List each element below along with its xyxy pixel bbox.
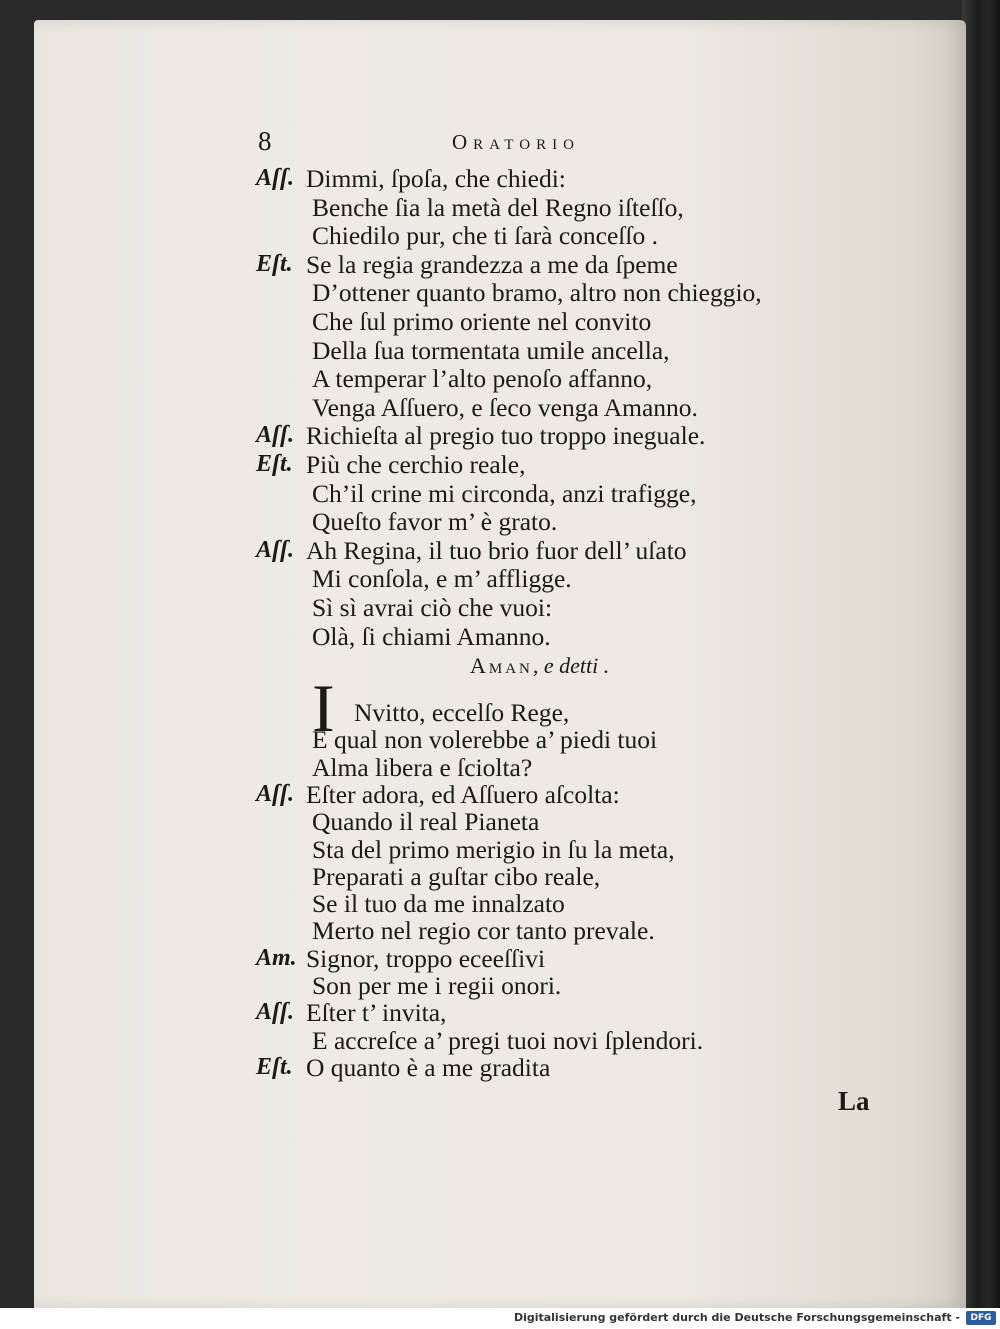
verse-line: Mi conſola, e m’ affligge. <box>312 564 572 594</box>
scene-rest: , e detti . <box>532 653 610 678</box>
verse-line: O quanto è a me gradita <box>306 1052 551 1082</box>
verse-line: Eſter adora, ed Aſſuero aſcolta: <box>306 779 620 809</box>
verse-line: Richieſta al pregio tuo troppo ineguale. <box>306 421 706 451</box>
verse-line: Nvitto, eccelſo Rege, <box>354 698 570 727</box>
speaker-label: Aſſ. <box>256 422 294 449</box>
book-spine <box>962 0 1000 1308</box>
verse-line: Merto nel regio cor tanto prevale. <box>312 916 655 946</box>
verse-line: Son per me i regii onori. <box>312 971 562 1000</box>
funding-credit: Digitalisierung gefördert durch die Deutsche Forschungsgemeinschaft - <box>513 1311 960 1324</box>
verse-line: Signor, troppo eceeſſivi <box>306 943 546 973</box>
speaker-label: Aſſ. <box>256 165 294 191</box>
verse-line: Alma libera e ſciolta? <box>312 752 533 782</box>
verse-line: Preparati a guſtar cibo reale, <box>312 861 601 891</box>
page-number: 8 <box>258 126 272 156</box>
verse-line: Eſter t’ invita, <box>306 998 447 1028</box>
speaker-label: Aſſ. <box>256 999 294 1026</box>
speaker-label: Eſt. <box>256 451 293 477</box>
dfg-logo-icon: DFG <box>966 1311 996 1325</box>
verse-line: Se la regia grandezza a me da ſpeme <box>306 249 678 279</box>
verse-line: Olà, ſi chiami Amanno. <box>312 621 551 651</box>
verse-line: Della ſua tormentata umile ancella, <box>312 335 670 365</box>
speaker-label: Aſſ. <box>256 536 294 563</box>
verse-line: Che ſul primo oriente nel convito <box>312 307 652 336</box>
book-page <box>34 20 966 1308</box>
running-head: Oratorio <box>452 130 580 154</box>
verse-line: Dimmi, ſpoſa, che chiedi: <box>306 164 566 193</box>
speaker-label: Eſt. <box>256 250 293 277</box>
catchword: La <box>838 1086 870 1116</box>
verse-line: Sta del primo merigio in ſu la meta, <box>312 834 675 864</box>
verse-line: Ah Regina, il tuo brio fuor dell’ uſato <box>306 535 687 565</box>
footer-bar <box>0 1308 1000 1329</box>
speaker-label: Am. <box>256 944 297 971</box>
verse-line: Venga Aſſuero, e ſeco venga Amanno. <box>312 392 698 422</box>
verse-line: D’ottener quanto bramo, altro non chieggio, <box>312 278 762 308</box>
scene-character: Aman <box>470 653 533 678</box>
verse-line: E qual non volerebbe a’ piedi tuoi <box>312 725 658 755</box>
page-content <box>34 20 966 1308</box>
verse-line: Queſto favor m’ è grato. <box>312 507 558 537</box>
verse-line: Sì sì avrai ciò che vuoi: <box>312 593 553 622</box>
verse-line: Benche ſia la metà del Regno iſteſſo, <box>312 192 684 222</box>
verse-line: Se il tuo da me innalzato <box>312 889 565 919</box>
verse-line: Quando il real Pianeta <box>312 807 540 837</box>
verse-line: A temperar l’alto penoſo affanno, <box>312 364 653 394</box>
verse-line: Ch’il crine mi circonda, anzi trafigge, <box>312 478 697 508</box>
speaker-label: Eſt. <box>256 1053 293 1080</box>
verse-line: Più che cerchio reale, <box>306 450 526 479</box>
speaker-label: Aſſ. <box>256 780 294 807</box>
drop-cap: I <box>312 670 335 746</box>
verse-line: E accreſce a’ pregi tuoi novi ſplendori. <box>312 1025 704 1055</box>
verse-line: Chiedilo pur, che ti ſarà conceſſo . <box>312 221 658 251</box>
scene-heading <box>470 653 609 679</box>
